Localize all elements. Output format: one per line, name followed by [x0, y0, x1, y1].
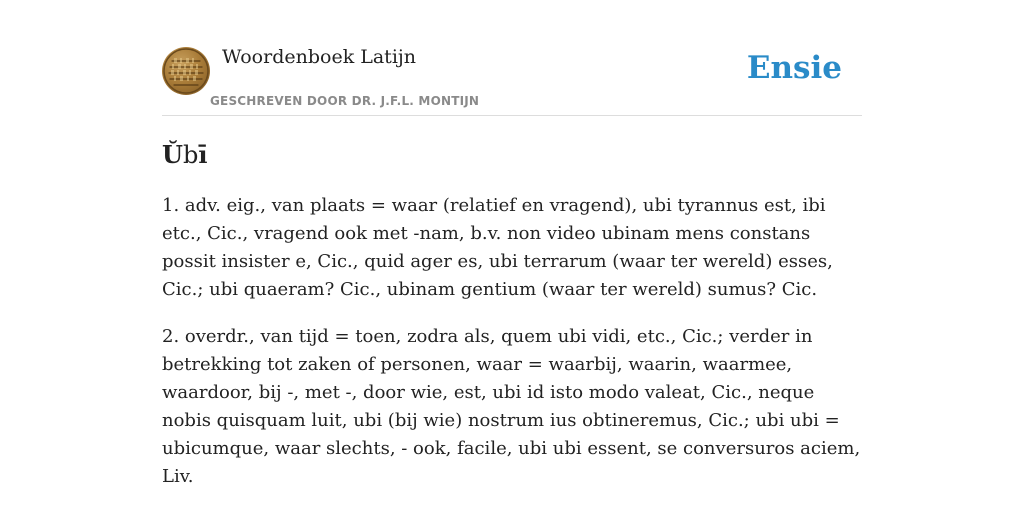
entry-title-part: ī — [198, 140, 208, 169]
book-title[interactable]: Woordenboek Latijn — [222, 46, 417, 68]
definition-paragraph: 1. adv. eig., van plaats = waar (relatief en vragend), ubi tyrannus est, ibi etc., Cic., vragend ook met -nam, b.v. non video ubinam mens constans possit insister e, Cic., quid ager es, ubi terrarum (waar ter wereld) esses, Cic.; ubi quaeram? Cic., ubinam gentium (waar ter wereld) sumus? Cic. — [162, 195, 833, 300]
coin-inscription-icon — [162, 47, 210, 95]
entry-title-part: b — [182, 141, 199, 169]
entry-title — [162, 140, 207, 169]
definition-paragraph: 2. overdr., van tijd = toen, zodra als, quem ubi vidi, etc., Cic.; verder in betrekking tot zaken of personen, waar = waarbij, waarin, waarmee, waardoor, bij -, met -, door wie, est, ubi id isto modo valeat, Cic., neque nobis quisquam luit, ubi (bij wie) nostrum ius obtineremus, Cic.; ubi ubi = ubicumque, waar slechts, - ook, facile, ubi ubi essent, se conversuros aciem, Liv. — [162, 326, 861, 487]
header — [162, 40, 862, 116]
book-avatar[interactable] — [162, 47, 210, 95]
entry-title-part: Ŭ — [162, 140, 183, 169]
brand-logo[interactable]: Ensie — [746, 50, 842, 86]
author-byline[interactable]: GESCHREVEN DOOR DR. J.F.L. MONTIJN — [210, 94, 480, 108]
entry-content — [162, 192, 864, 510]
